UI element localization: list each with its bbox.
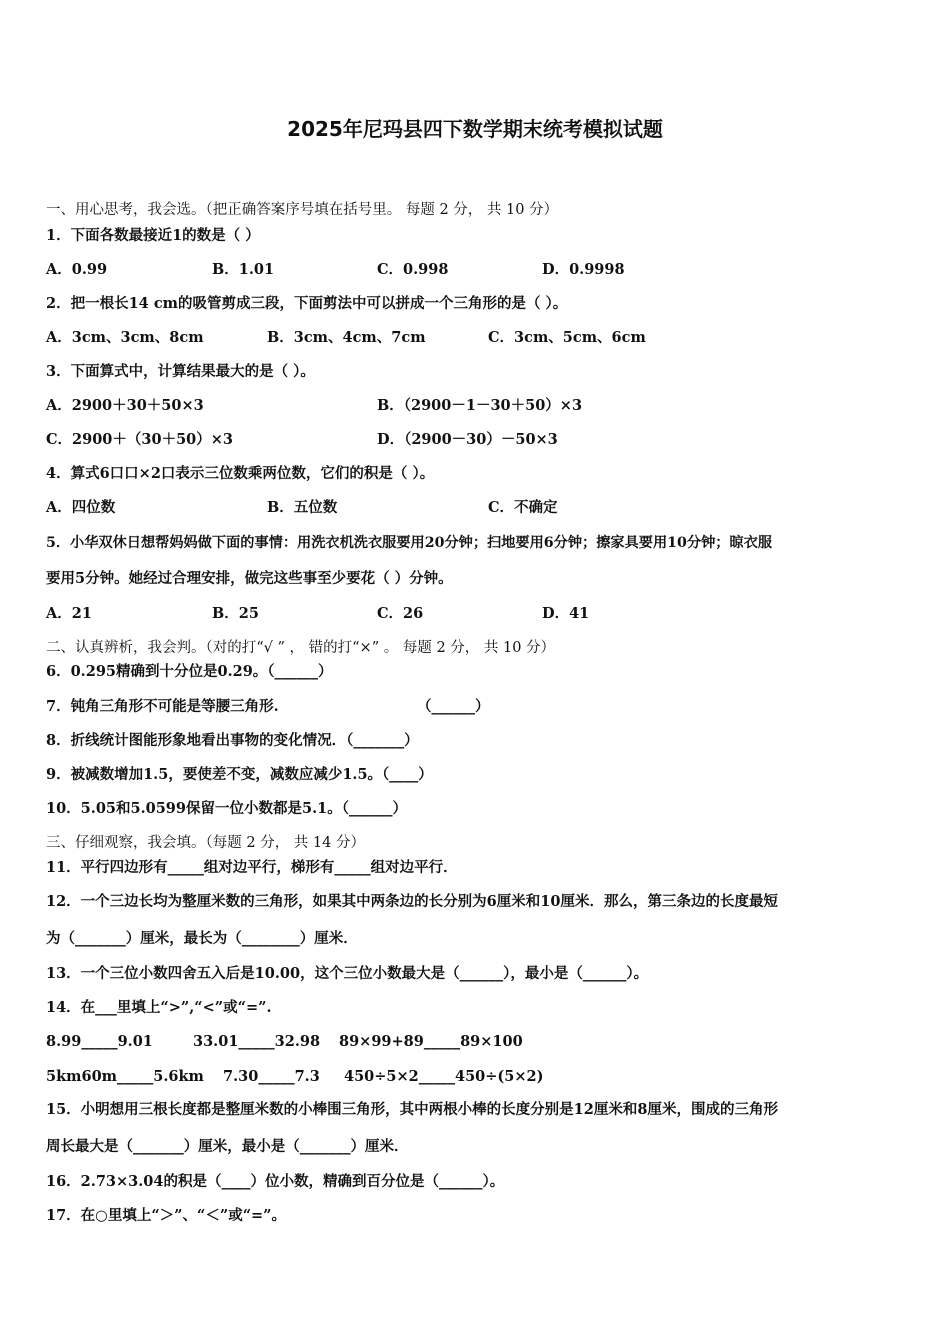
q1-option-b: B．1.01	[212, 261, 275, 278]
q3-option-d: D．（2900－30）－50×3	[377, 431, 558, 448]
q11-text: 11．平行四边形有_____组对边平行，梯形有_____组对边平行．	[46, 859, 458, 876]
q14-item: 33.01_____32.98	[193, 1033, 321, 1050]
q13-text: 13．一个三位小数四舍五入后是10.00，这个三位小数最大是（______），最小是（______）。	[46, 965, 649, 982]
q12-line1: 12．一个三边长均为整厘米数的三角形，如果其中两条边的长分别为6厘米和10厘米．那么，第三条边的长度最短	[46, 893, 778, 910]
q15-line2: 周长最大是（_______）厘米，最小是（_______）厘米．	[46, 1138, 409, 1155]
q17-text: 17．在○里填上“＞”、“＜”或“=”。	[46, 1207, 287, 1224]
q5-option-a: A．21	[46, 605, 92, 622]
q14-item: 450÷5×2_____450÷(5×2)	[344, 1068, 544, 1085]
q2-stem: 2．把一根长14 cm的吸管剪成三段，下面剪法中可以拼成一个三角形的是（ ）。	[46, 295, 568, 312]
q1-option-a: A．0.99	[46, 261, 108, 278]
q16-text: 16．2.73×3.04的积是（____）位小数，精确到百分位是（______）。	[46, 1173, 505, 1190]
q3-option-a: A．2900＋30＋50×3	[46, 397, 204, 414]
q6-text: 6．0.295精确到十分位是0.29。（______）	[46, 663, 333, 680]
q4-option-c: C．不确定	[488, 499, 558, 516]
q12-line2: 为（_______）厘米，最长为（________）厘米．	[46, 930, 358, 947]
section-1-heading: 一、用心思考，我会选。（把正确答案序号填在括号里。 每题 2 分， 共 10 分）	[46, 202, 559, 218]
q7-answer-blank: （______）	[417, 698, 490, 715]
q14-item: 89×99+89_____89×100	[339, 1033, 523, 1050]
q3-option-c: C．2900＋（30＋50）×3	[46, 431, 233, 448]
q5-stem-line2: 要用5分钟。她经过合理安排，做完这些事至少要花（ ）分钟。	[46, 570, 453, 587]
q5-stem-line1: 5．小华双休日想帮妈妈做下面的事情：用洗衣机洗衣服要用20分钟；扫地要用6分钟；擦家具要用10分钟；晾衣服	[46, 535, 773, 551]
q14-item: 7.30_____7.3	[223, 1068, 320, 1085]
q7-text: 7．钝角三角形不可能是等腰三角形.	[46, 698, 279, 715]
q2-option-b: B．3cm、4cm、7cm	[267, 329, 426, 346]
q8-text: 8．折线统计图能形象地看出事物的变化情况．（_______）	[46, 732, 419, 749]
q15-line1: 15．小明想用三根长度都是整厘米数的小棒围三角形，其中两根小棒的长度分别是12厘米和8厘米，围成的三角形	[46, 1101, 778, 1118]
q4-stem: 4．算式6口口×2口表示三位数乘两位数，它们的积是（ ）。	[46, 465, 435, 482]
q5-option-c: C．26	[377, 605, 424, 622]
q1-option-d: D．0.9998	[542, 261, 625, 278]
q5-option-b: B．25	[212, 605, 259, 622]
q14-stem: 14．在___里填上“>”,“<”或“=”.	[46, 999, 272, 1016]
q4-option-b: B．五位数	[267, 499, 338, 516]
q4-option-a: A．四位数	[46, 499, 116, 516]
q10-text: 10．5.05和5.0599保留一位小数都是5.1。（______）	[46, 800, 407, 817]
q5-option-d: D．41	[542, 605, 590, 622]
q1-option-c: C．0.998	[377, 261, 449, 278]
q9-text: 9．被减数增加1.5，要使差不变，减数应减少1.5。（____）	[46, 766, 433, 783]
q3-option-b: B．（2900－1－30＋50）×3	[377, 397, 583, 414]
q3-stem: 3．下面算式中，计算结果最大的是（ ）。	[46, 363, 315, 380]
q2-option-a: A．3cm、3cm、8cm	[46, 329, 204, 346]
section-2-heading: 二、认真辨析，我会判。（对的打“√ ” ， 错的打“×” 。 每题 2 分， 共 10 分）	[46, 640, 556, 656]
q14-item: 8.99_____9.01	[46, 1033, 153, 1050]
page-title: 2025年尼玛县四下数学期末统考模拟试题	[287, 117, 663, 141]
q1-stem: 1．下面各数最接近1的数是（ ）	[46, 227, 260, 244]
q2-option-c: C．3cm、5cm、6cm	[488, 329, 646, 346]
section-3-heading: 三、仔细观察，我会填。（每题 2 分， 共 14 分）	[46, 835, 365, 851]
q14-item: 5km60m_____5.6km	[46, 1068, 204, 1085]
